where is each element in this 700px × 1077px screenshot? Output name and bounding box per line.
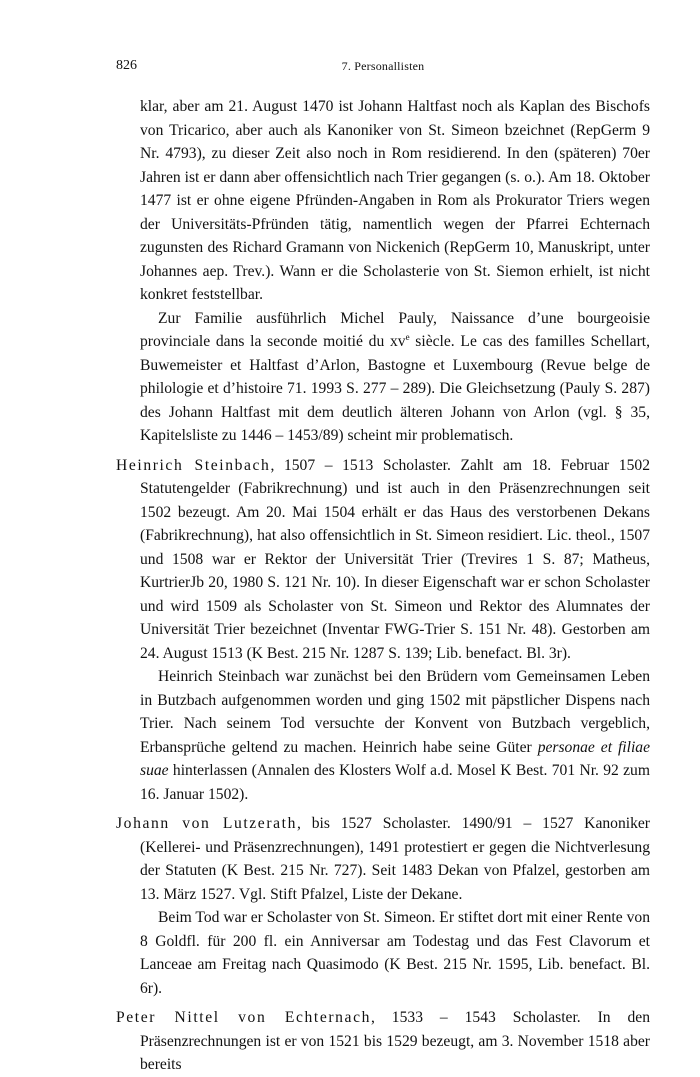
chapter-title: 7. Personallisten (341, 59, 425, 73)
entry-name: Heinrich Steinbach (116, 456, 271, 474)
entry-name: Peter Nittel von Echternach (116, 1009, 371, 1026)
running-head (116, 58, 650, 78)
entry-name: Johann von Lutzerath (116, 815, 297, 832)
page-number: 826 (116, 58, 137, 73)
superscript: e (405, 332, 410, 342)
text-span: Zur Familie ausführlich Michel Pauly, Naissance d’une bourgeoisie provinciale dans la seconde moitié du xv (140, 309, 650, 350)
text-span: siècle. Le cas des familles Schellart, Buwemeister et Haltfast d’Arlon, Bastogne et Luxembourg (Revue belge de philologie et d’histoire 71. 1993 S. 277 – 289). Die Gleichsetzung (Pauly S. 287) des Johann Haltfast mit dem deutlich älteren Johann von Arlon (vgl. § 35, Kapitelsliste zu 1446 – 1453/89) scheint mir problematisch. (140, 333, 651, 444)
text-span: Heinrich Steinbach war zunächst bei den Brüdern vom Gemeinsamen Leben in Butzbach aufgenommen worden und ging 1502 mit päpstlicher Dispens nach Trier. Nach seinem Tod versuchte der Konvent von Butzbach vergeblich, Erbansprüche geltend zu machen. Heinrich habe seine Güter (140, 668, 650, 756)
paragraph-lutzerath-continued: Beim Tod war er Scholaster von St. Simeon. Er stiftet dort mit einer Rente von 8 Goldfl. für 200 fl. ein Anniversar am Todestag und das Fest Clavorum et Lanceae am Freitag nach Quasimodo (K Best. 215 Nr. 1595, Lib. benefact. Bl. 6r). (140, 909, 650, 997)
entry-text: , 1507 – 1513 Scholaster. Zahlt am 18. Februar 1502 Statutengelder (Fabrikrechnung) und ist auch in den Präsenzrechnungen seit 1502 bezeugt. Am 20. Mai 1504 erhält er das Haus des verstorbenen Dekans (Fabrikrechnung), hat also offensichtlich in St. Simeon residiert. Lic. theol., 1507 und 1508 war er Rektor der Universität Trier (Trevires 1 S. 87; Matheus, KurtrierJb 20, 1980 S. 121 Nr. 10). In dieser Eigenschaft war er schon Scholaster und wird 1509 als Scholaster von St. Simeon und Rektor des Alumnates der Universität Trier bezeichnet (Inventar FWG-Trier S. 151 Nr. 48). Gestorben am 24. August 1513 (K Best. 215 Nr. 1287 S. 139; Lib. benefact. Bl. 3r). (140, 456, 650, 662)
italic-latin: personae et filiae suae (140, 738, 651, 779)
entry-nittel (116, 1006, 650, 1077)
paragraph-steinbach-continued (116, 665, 650, 806)
paragraph-haltfast-family (116, 307, 650, 448)
text-span: hinterlassen (Annalen des Klosters Wolf a.d. Mosel K Best. 701 Nr. 92 zum 16. Januar 1502). (140, 762, 650, 803)
entry-text: , 1533 – 1543 Scholaster. In den Präsenzrechnungen ist er von 1521 bis 1529 bezeugt, am 3. November 1518 aber bereits (140, 1009, 651, 1073)
text-block (116, 95, 650, 1077)
entry-steinbach (116, 454, 650, 666)
entry-lutzerath (116, 812, 650, 906)
paragraph-haltfast-continued: klar, aber am 21. August 1470 ist Johann Haltfast noch als Kaplan des Bischofs von Tricarico, aber auch als Kanoniker von St. Simeon bzeichnet (RepGerm 9 Nr. 4793), zu dieser Zeit also noch in Rom residierend. In den (späteren) 70er Jahren ist er dann aber offensichtlich nach Trier gegangen (s. o.). Am 18. Oktober 1477 ist er ohne eigene Pfründen-Angaben in Rom als Prokurator Triers wegen der Universitäts-Pfründen tätig, namentlich wegen der Pfarrei Echternach zugunsten des Richard Gramann von Nickenich (RepGerm 10, Manuskript, unter Johannes aep. Trev.). Wann er die Scholasterie von St. Siemon erhielt, ist nicht konkret feststellbar. (140, 98, 650, 303)
entry-text: , bis 1527 Scholaster. 1490/91 – 1527 Kanoniker (Kellerei- und Präsenzrechnungen), 1491 protestiert er gegen die Nichtverlesung der Statuten (K Best. 215 Nr. 727). Seit 1483 Dekan von Pfalzel, gestorben am 13. März 1527. Vgl. Stift Pfalzel, Liste der Dekane. (140, 815, 651, 903)
